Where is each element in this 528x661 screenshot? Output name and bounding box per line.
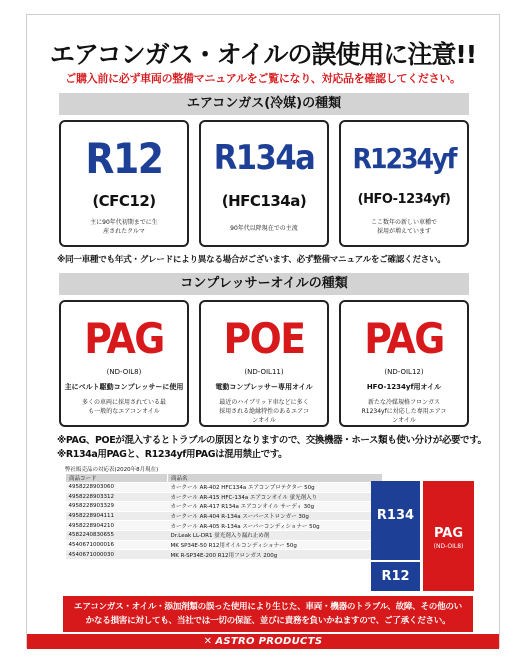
poster <box>26 14 500 648</box>
tag-pag-label: PAG <box>433 526 464 541</box>
tag-r134-label: R134 <box>376 508 415 523</box>
parts-table <box>65 473 383 559</box>
gas-section-heading: エアコンガス(冷媒)の種類 <box>59 93 469 115</box>
table-row <box>66 550 383 560</box>
table-cell-code: 4958228904210 <box>66 521 168 531</box>
table-row <box>66 502 383 512</box>
tag-r12: R12 <box>371 562 420 591</box>
table-header-code: 商品コード <box>66 474 168 483</box>
table-cell-name: MK SP34E-50 R12用オイルコンディショナー 50g <box>168 540 383 550</box>
table-cell-name: カークール AR-405 R-134a スーパーコンディショナー 50g <box>168 521 383 531</box>
disclaimer-box: エアコンガス・オイル・添加剤類の誤った使用により生じた、車両・機器のトラブル、故障、その他のいかなる損害に対しても、当社では一切の保証、並びに責務を負いかねますので、ご了承ください。 <box>63 596 473 632</box>
tag-pag <box>423 481 474 591</box>
table-cell-code: 4582240830655 <box>66 530 168 540</box>
oil-card-small: (ND-OIL12) <box>384 368 424 376</box>
table-header-name: 商品名 <box>168 474 383 483</box>
oil-card-note: 新たな冷媒規格フロンガスR1234yfに対応した専用エアコンオイル <box>361 399 447 424</box>
tag-pag-small: (ND-OIL8) <box>433 543 464 550</box>
gas-card-paren: (HFO-1234yf) <box>357 192 451 207</box>
table-cell-code: 4540671000030 <box>66 550 168 560</box>
page-subtitle: ご購入前に必ず車両の整備マニュアルをご覧になり、対応品を確認してください。 <box>65 72 461 85</box>
oil-card-strong: 主にベルト駆動コンプレッサーに使用 <box>64 383 184 391</box>
oil-card-small: (ND-OIL11) <box>244 368 284 376</box>
oil-card-pag-yf <box>339 300 469 427</box>
table-cell-name: カークール AR-404 R-134a スーパーストロンガー 30g <box>168 511 383 521</box>
gas-footnote: ※同一車種でも年式・グレードにより異なる場合がございます、必ず整備マニュアルをご確認ください。 <box>57 255 446 265</box>
page-title: エアコンガス・オイルの誤使用に注意!! <box>49 40 477 69</box>
table-row <box>66 521 383 531</box>
table-cell-code: 4958228903329 <box>66 502 168 512</box>
table-cell-name: カークール AR-417 R134a エアコンオイル サーディ 30g <box>168 502 383 512</box>
table-row <box>66 530 383 540</box>
gas-card-paren: (HFC134a) <box>221 192 307 210</box>
oil-section-heading: コンプレッサーオイルの種類 <box>59 273 469 295</box>
oil-card-code: PAG <box>364 314 444 363</box>
oil-card-poe <box>199 300 329 427</box>
gas-card-code: R134a <box>213 138 315 178</box>
table-cell-code: 4958228903312 <box>66 492 168 502</box>
oil-card-pag <box>59 300 189 427</box>
table-cell-code: 4540671000016 <box>66 540 168 550</box>
brand-mark-icon: ✕ <box>203 636 213 647</box>
oil-warning-2: ※R134a用PAGと、R1234yf用PAGは混用禁止です。 <box>57 449 288 460</box>
table-cell-name: カークール AR-402 HFC134a エアコンプロテクター 50g <box>168 483 383 493</box>
brand-name: ASTRO PRODUCTS <box>215 636 323 647</box>
table-row <box>66 483 383 493</box>
table-cell-name: カークール AR-415 HFC-134a エアコンオイル 蛍光剤入り <box>168 492 383 502</box>
gas-card-r134a <box>199 120 329 247</box>
gas-card-r1234yf <box>339 120 469 247</box>
oil-card-note: 最近のハイブリッド車などに多く採用される絶縁特性のあるエアコンオイル <box>219 399 309 424</box>
table-cell-code: 4958228903060 <box>66 483 168 493</box>
oil-card-code: PAG <box>84 314 164 363</box>
gas-card-note: ここ数年の新しい車種で採用が増えています <box>371 219 438 235</box>
gas-card-r12 <box>59 120 189 247</box>
table-cell-code: 4958228904111 <box>66 511 168 521</box>
table-row <box>66 511 383 521</box>
gas-card-note: 主に90年代初期までに生産されたクルマ <box>90 219 158 235</box>
oil-card-note: 多くの車両に採用されている最も一般的なエアコンオイル <box>81 399 166 415</box>
gas-card-note: 90年代以降現在での主流 <box>230 225 298 232</box>
gas-card-paren: (CFC12) <box>92 192 156 210</box>
oil-card-strong: HFO-1234yf用オイル <box>366 383 442 391</box>
table-cell-name: MK R-SP34E-200 R12用フロンガス 200g <box>168 550 383 560</box>
oil-card-small: (ND-OIL8) <box>106 368 142 376</box>
table-header-row <box>66 474 383 483</box>
table-cell-name: Dr.Leak LL-DR1 蛍光剤入り漏れ止め剤 <box>168 530 383 540</box>
table-row <box>66 492 383 502</box>
oil-card-strong: 電動コンプレッサー専用オイル <box>215 383 313 391</box>
table-caption: 弊社販売品の対応表(2020年8月現在) <box>65 467 159 473</box>
tag-r134 <box>371 481 420 560</box>
gas-card-code: R1234yf <box>352 142 456 175</box>
oil-warning-1: ※PAG、POEが混入するとトラブルの原因となりますので、交換機器・ホース類も使い分けが必要です。 <box>57 435 487 446</box>
table-row <box>66 540 383 550</box>
gas-card-code: R12 <box>85 134 163 183</box>
brand-logo <box>27 634 499 649</box>
oil-card-code: POE <box>223 314 305 363</box>
